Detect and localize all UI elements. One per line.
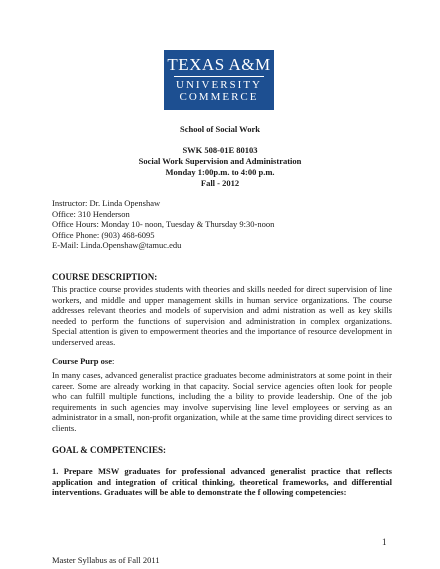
instructor-office: Office: 310 Henderson	[52, 208, 130, 219]
footer-text: Master Syllabus as of Fall 2011	[52, 555, 160, 565]
course-purpose-text: In many cases, advanced generalist practice graduates become administrators at some point in their career. Some are already working in that capacity. Social service agencies often look for people who can fulfill multiple functions, including the a bility to provide leadership. One of the job requirements in such agencies may involve supervising line level employees or serving as an administrator in a small, non-profit organization, while at the same time providing direct services to clients.	[52, 370, 392, 433]
logo-line-1: TEXAS A&M	[167, 55, 271, 74]
goals-heading: GOAL & COMPETENCIES:	[52, 445, 167, 455]
course-description-heading: COURSE DESCRIPTION:	[52, 272, 158, 282]
course-title: Social Work Supervision and Administration	[138, 156, 302, 166]
logo-divider	[174, 76, 264, 77]
course-term: Fall - 2012	[200, 178, 240, 188]
instructor-phone: Office Phone: (903) 468-6095	[52, 229, 155, 240]
instructor-name: Instructor: Dr. Linda Openshaw	[52, 198, 161, 208]
university-logo	[164, 50, 274, 110]
logo-line-3: COMMERCE	[179, 91, 259, 103]
instructor-hours: Office Hours: Monday 10- noon, Tuesday & Thursday 9:30-noon	[52, 219, 275, 229]
school-name: School of Social Work	[180, 124, 260, 134]
course-code: SWK 508-01E 80103	[182, 145, 258, 155]
instructor-info	[52, 198, 392, 251]
course-description-text: This practice course provides students with theories and skills needed for direct supervision of line workers, and middle and upper management skills in human service organizations. The course addresses relevant theories and models of supervision and admi nistration as well as key skills needed to perform the functions of supervision and administration in complex organizations. Special attention is given to empowerment theories and the importance of resource development in underserved areas.	[52, 284, 392, 347]
page-number: 1	[382, 537, 387, 547]
instructor-email: E-Mail: Linda.Openshaw@tamuc.edu	[52, 240, 182, 250]
goal-item-1: 1. Prepare MSW graduates for professional advanced generalist practice that reflects application and integration of critical thinking, theoretical frameworks, and differential interventions. Graduates will be able to demonstrate the f ollowing competencies:	[52, 466, 392, 497]
course-purpose-colon: :	[111, 356, 115, 366]
course-schedule: Monday 1:00p.m. to 4:00 p.m.	[165, 167, 275, 177]
logo-line-2: UNIVERSITY	[176, 79, 262, 91]
course-purpose-heading: Course Purp ose	[52, 356, 112, 366]
course-purpose-heading-line	[52, 356, 392, 367]
